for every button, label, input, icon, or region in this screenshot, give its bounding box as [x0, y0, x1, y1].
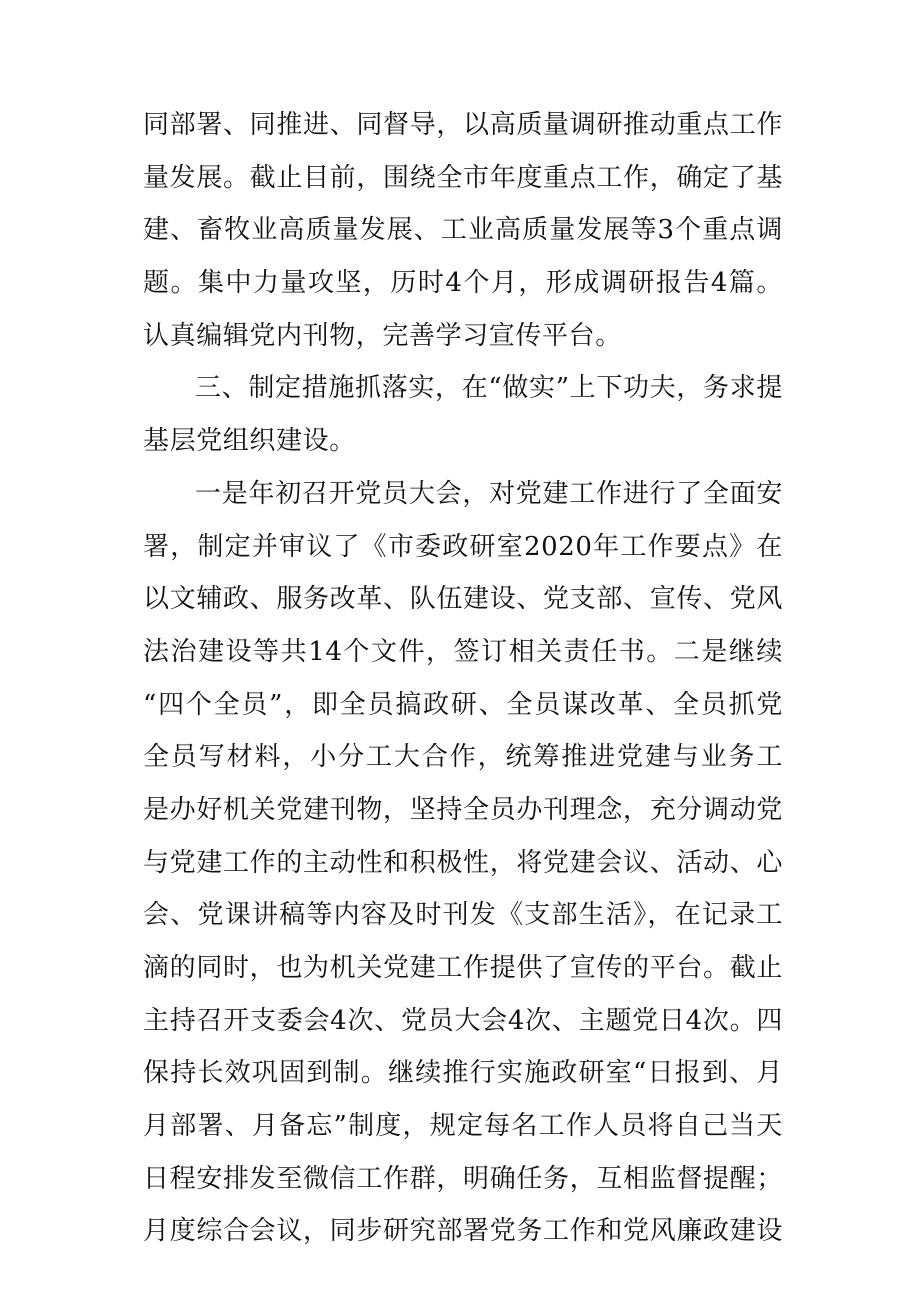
paragraph-line: 量发展。截止目前，围绕全市年度重点工作，确定了基	[143, 162, 783, 193]
paragraph-line: 题。集中力量攻坚，历时4个月，形成调研报告4篇。	[143, 268, 783, 299]
paragraph-line: 建、畜牧业高质量发展、工业高质量发展等3个重点调	[143, 215, 783, 246]
paragraph-line: 以文辅政、服务改革、队伍建设、党支部、宣传、党风	[143, 584, 783, 615]
paragraph-line: 与党建工作的主动性和积极性，将党建会议、活动、心	[143, 847, 783, 878]
paragraph-research	[143, 99, 783, 362]
paragraph-line: 认真编辑党内刊物，完善学习宣传平台。	[143, 320, 622, 351]
paragraph-line: 月部署、月备忘”制度，规定每名工作人员将自己当天	[143, 1111, 783, 1142]
paragraph-line: 保持长效巩固到制。继续推行实施政研室“日报到、月	[143, 1058, 783, 1089]
paragraph-line: 三、制定措施抓落实，在“做实”上下功夫，务求提	[195, 373, 783, 404]
paragraph-measures	[143, 468, 783, 1258]
paragraph-line: 是办好机关党建刊物，坚持全员办刊理念，充分调动党	[143, 794, 783, 825]
paragraph-line: 全员写材料，小分工大合作，统筹推进党建与业务工	[143, 742, 783, 773]
paragraph-line: 法治建设等共14个文件，签订相关责任书。二是继续	[143, 636, 783, 667]
paragraph-line: 会、党课讲稿等内容及时刊发《支部生活》，在记录工	[143, 900, 783, 931]
paragraph-line: 日程安排发至微信工作群，明确任务，互相监督提醒；	[143, 1163, 783, 1194]
paragraph-line: 主持召开支委会4次、党员大会4次、主题党日4次。四	[143, 1005, 783, 1036]
paragraph-line: 月度综合会议，同步研究部署党务工作和党风廉政建设	[143, 1216, 783, 1247]
paragraph-section-heading	[143, 362, 783, 467]
paragraph-line: “四个全员”，即全员搞政研、全员谋改革、全员抓党	[143, 689, 783, 720]
paragraph-line: 滴的同时，也为机关党建工作提供了宣传的平台。截止	[143, 953, 783, 983]
paragraph-line: 同部署、同推进、同督导，以高质量调研推动重点工作	[143, 110, 783, 140]
paragraph-line: 一是年初召开党员大会，对党建工作进行了全面安	[195, 478, 783, 509]
document-body	[143, 99, 783, 1258]
paragraph-line: 署，制定并审议了《市委政研室2020年工作要点》在	[143, 531, 783, 562]
paragraph-line: 基层党组织建设。	[143, 426, 356, 457]
